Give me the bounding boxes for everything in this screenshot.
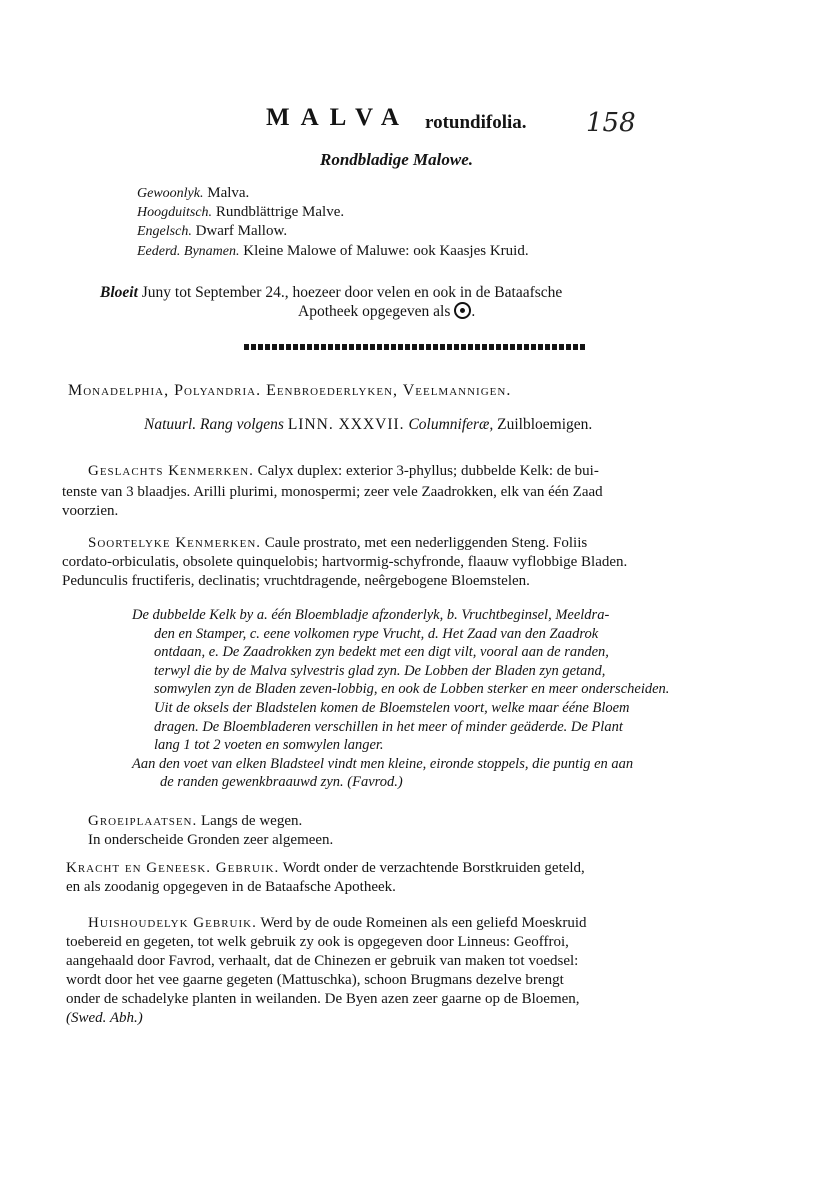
flowering-label: Bloeit — [100, 284, 138, 301]
rank-dutch: Zuilbloemigen. — [497, 416, 593, 433]
name-label: Engelsch. — [137, 224, 192, 239]
name-row — [137, 185, 249, 202]
text-line: wordt door het vee gaarne gegeten (Mattuschka), schoon Brugmans dezelve brengt — [66, 972, 564, 988]
text-line: aangehaald door Favrod, verhaalt, dat de Chinezen er gebruik van maken tot voedsel: — [66, 953, 579, 969]
household-use — [66, 914, 587, 1028]
genus-characters-cont — [62, 483, 603, 521]
name-value: Dwarf Mallow. — [195, 223, 288, 239]
rank-prefix: Natuurl. Rang volgens — [144, 416, 284, 433]
species-characters — [88, 534, 587, 553]
text-line: Pedunculis fructiferis, declinatis; vruchtdragende, neêrgebogene Bloemstelen. — [62, 573, 530, 589]
medicinal-use — [66, 859, 585, 897]
text-line: (Swed. Abh.) — [66, 1010, 143, 1026]
ornamental-divider — [244, 344, 586, 350]
section-heading: Huishoudelyk Gebruik. — [88, 915, 257, 931]
name-row — [137, 204, 344, 221]
name-row — [137, 223, 287, 240]
text-line: Langs de wegen. — [201, 813, 303, 829]
section-heading: Kracht en Geneesk. Gebruik. — [66, 860, 280, 876]
name-value: Malva. — [207, 185, 250, 201]
rank-linnaeus: LINN. XXXVII. — [287, 416, 405, 433]
species-epithet: rotundifolia. — [425, 112, 527, 133]
text-line: In onderscheide Gronden zeer algemeen. — [88, 832, 334, 848]
text-line: Uit de oksels der Bladstelen komen de Bloemstelen voort, welke maar ééne Bloem — [154, 699, 630, 716]
plate-description — [132, 606, 669, 792]
name-row — [137, 243, 529, 260]
habitat — [88, 812, 333, 850]
genus-characters — [88, 462, 599, 481]
text-line: voorzien. — [62, 503, 119, 519]
text-line: toebereid en gegeten, tot welk gebruik zy ook is opgegeven door Linneus: Geoffroi, — [66, 934, 569, 950]
text-line: tenste van 3 blaadjes. Arilli plurimi, monospermi; zeer vele Zaadrokken, elk van één Zaad — [62, 484, 603, 500]
name-label: Gewoonlyk. — [137, 186, 204, 201]
flowering-line-2: Apotheek opgegeven als . — [298, 303, 476, 320]
text-line: cordato-orbiculatis, obsolete quinquelobis; hartvormig-schyfronde, flaauw vyflobbige Bladen. — [62, 554, 628, 570]
classification-line: Monadelphia, Polyandria. Eenbroederlyken, Veelmannigen. — [68, 382, 512, 399]
section-heading: Geslachts Kenmerken. — [88, 463, 254, 479]
flowering-text-2: Apotheek opgegeven als — [298, 303, 451, 320]
perennial-symbol-icon — [454, 302, 471, 319]
text-line: Caule prostrato, met een nederliggenden Steng. Foliis — [264, 535, 588, 551]
name-value: Kleine Malowe of Maluwe: ook Kaasjes Kruid. — [243, 243, 529, 259]
text-line: en als zoodanig opgegeven in de Bataafsche Apotheek. — [66, 879, 396, 895]
text-line: onder de schadelyke planten in weilanden. De Byen azen zeer gaarne op de Bloemen, — [66, 991, 580, 1007]
text-line: de randen gewenkbraauwd zyn. (Favrod.) — [160, 774, 403, 791]
text-line: De dubbelde Kelk by a. één Bloembladje afzonderlyk, b. Vruchtbeginsel, Meeldra- — [132, 607, 610, 623]
section-heading: Soortelyke Kenmerken. — [88, 535, 262, 551]
natural-rank-line — [144, 416, 592, 434]
species-characters-cont — [62, 553, 627, 591]
page-title: MALVA — [266, 104, 410, 131]
flowering-text: Juny tot September 24., hoezeer door velen en ook in de Bataafsche — [141, 284, 563, 301]
name-value: Rundblättrige Malve. — [215, 204, 345, 220]
text-line: Calyx duplex: exterior 3-phyllus; dubbelde Kelk: de bui- — [257, 463, 599, 479]
text-line: dragen. De Bloembladeren verschillen in het meer of minder geäderde. De Plant — [154, 718, 623, 735]
text-line: ontdaan, e. De Zaadrokken zyn bedekt met een digt vilt, vooral aan de randen, — [154, 644, 609, 661]
text-line: Werd by de oude Romeinen als een geliefd Moeskruid — [260, 915, 587, 931]
text-line: lang 1 tot 2 voeten en somwylen langer. — [154, 737, 384, 754]
text-line: Aan den voet van elken Bladsteel vindt men kleine, eironde stoppels, die puntig en aan — [132, 755, 634, 772]
name-label: Eederd. Bynamen. — [137, 244, 240, 259]
page-number: 158 — [586, 108, 636, 138]
text-line: somwylen zyn de Bladen zeven-lobbig, en ook de Lobben sterker en meer onderscheiden. — [154, 681, 670, 698]
text-line: Wordt onder de verzachtende Borstkruiden geteld, — [282, 860, 585, 876]
section-heading: Groeiplaatsen. — [88, 813, 198, 829]
flowering-line — [100, 284, 562, 302]
text-line: terwyl die by de Malva sylvestris glad zyn. De Lobben der Bladen zyn getand, — [154, 662, 606, 679]
dutch-name: Rondbladige Malowe. — [320, 150, 474, 169]
name-label: Hoogduitsch. — [137, 205, 213, 220]
text-line: den en Stamper, c. eene volkomen rype Vrucht, d. Het Zaad van den Zaadrok — [154, 625, 599, 642]
rank-order: Columniferæ, — [408, 416, 494, 433]
